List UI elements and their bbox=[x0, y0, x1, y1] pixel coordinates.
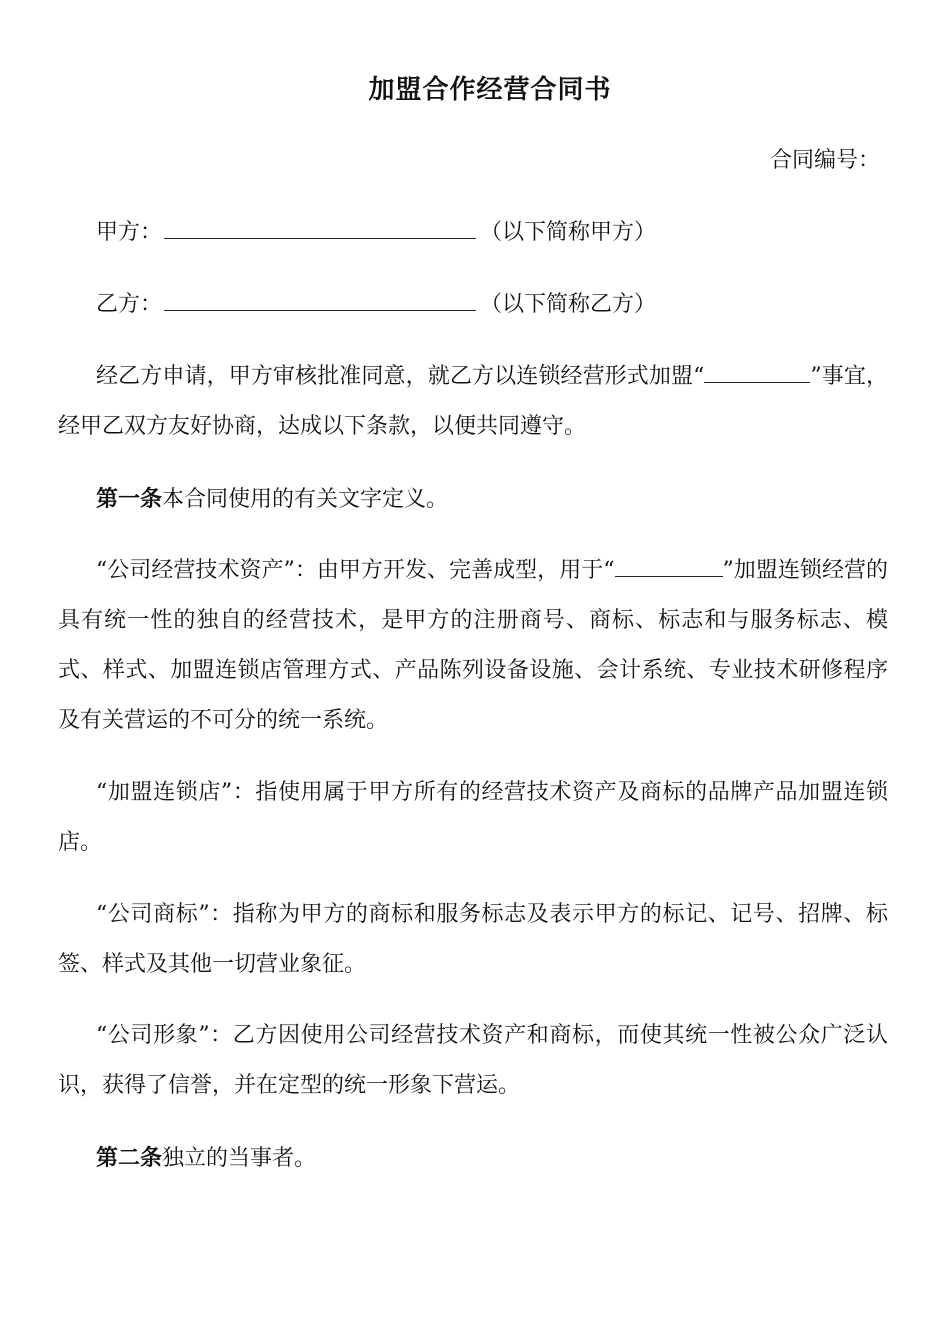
party-b-label: 乙方： bbox=[96, 292, 163, 317]
article-1-heading: 第一条 bbox=[96, 486, 163, 512]
definition-assets-text-1: “公司经营技术资产”：由甲方开发、完善成型，用于“ bbox=[96, 558, 615, 583]
intro-brand-blank-tail bbox=[800, 360, 810, 383]
definition-store: “加盟连锁店”：指使用属于甲方所有的经营技术资产及商标的品牌产品加盟连锁店。 bbox=[58, 780, 888, 855]
party-a-line bbox=[96, 216, 656, 250]
intro-text-2: ”事宜，经甲乙双方友好协商，达成以下条款，以便共同遵守。 bbox=[58, 364, 889, 439]
intro-brand-blank bbox=[704, 360, 800, 383]
article-2-text: 独立的当事者。 bbox=[162, 1146, 317, 1171]
contract-number-label: 合同编号： bbox=[769, 148, 880, 173]
article-2-heading: 第二条 bbox=[96, 1145, 163, 1171]
article-2 bbox=[58, 1133, 888, 1184]
definition-trademark: “公司商标”：指称为甲方的商标和服务标志及表示甲方的标记、记号、招牌、标签、样式及其他一切营业象征。 bbox=[58, 902, 888, 977]
definition-image: “公司形象”：乙方因使用公司经营技术资产和商标，而使其统一性被公众广泛认识，获得了信誉，并在定型的统一形象下营运。 bbox=[58, 1023, 888, 1098]
definition-assets-text-2: ”加盟连锁经营的具有统一性的独自的经营技术，是甲方的注册商号、商标、标志和与服务标志、模式、样式、加盟连锁店管理方式、产品陈列设备设施、会计系统、专业技术研修程序及有关营运的不可分的统一系统。 bbox=[58, 558, 889, 733]
article-1 bbox=[58, 474, 888, 525]
intro-text-1: 经乙方申请，甲方审核批准同意，就乙方以连锁经营形式加盟“ bbox=[96, 364, 705, 389]
definition-assets bbox=[58, 546, 888, 746]
party-a-suffix: （以下简称甲方） bbox=[480, 220, 657, 245]
intro-paragraph bbox=[58, 352, 888, 452]
party-a-label: 甲方： bbox=[96, 220, 163, 245]
party-b-suffix: （以下简称乙方） bbox=[480, 292, 657, 317]
party-a-blank bbox=[164, 216, 476, 239]
definition-assets-blank bbox=[615, 554, 723, 577]
party-b-blank bbox=[164, 288, 476, 311]
document-title: 加盟合作经营合同书 bbox=[368, 75, 612, 105]
article-1-text: 本合同使用的有关文字定义。 bbox=[162, 487, 449, 512]
party-b-line bbox=[96, 288, 656, 322]
